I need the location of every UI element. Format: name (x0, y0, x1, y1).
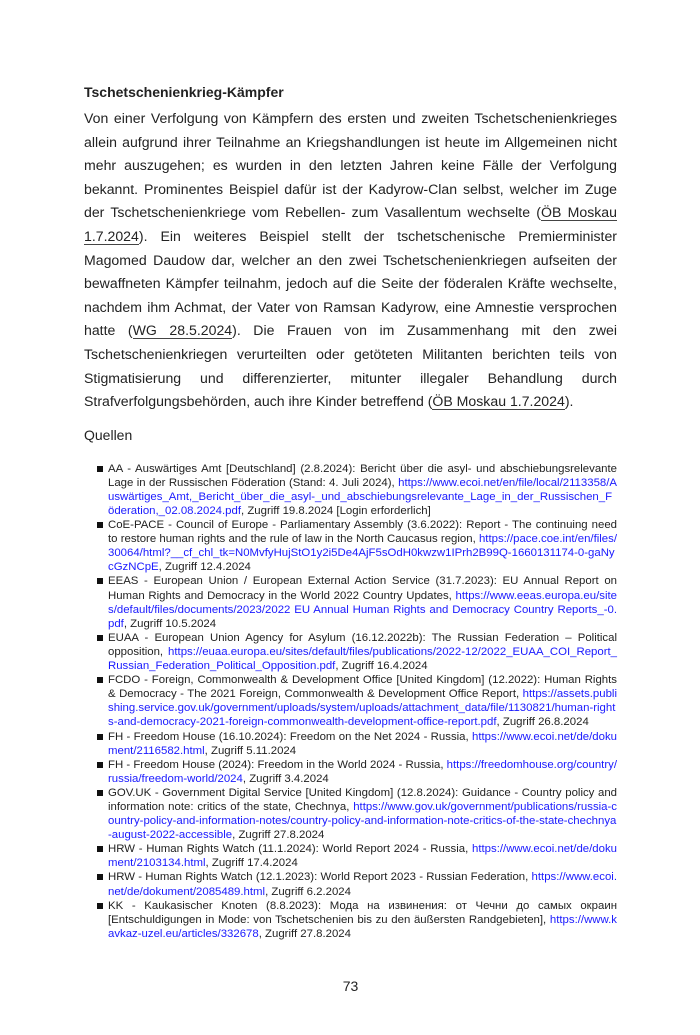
source-text: FCDO - Foreign, Commonwealth & Development Office [United Kingdom] (12.2022): Human Rights & Democracy - The 2021 Foreign, Commonwealth & Development Office Report, (108, 674, 617, 701)
bullet-icon (97, 466, 103, 472)
paragraph-text: ). Ein weiteres Beispiel stellt der tschetschenische Premierminister Magomed Daudow dar, welcher an den zwei Tschetschenienkriegen aufseiten der bewaffneten Kämpfer teilnahm, jedoch auf die Seite der föderalen Kräfte wechselte, nachdem ihm Achmat, der Vater von Ramsan Kadyrow, eine Amnestie versprochen hatte ( (84, 227, 617, 339)
source-access-date: , Zugriff 5.11.2024 (204, 744, 297, 757)
source-item (97, 518, 617, 574)
source-access-date: , Zugriff 10.5.2024 (123, 617, 217, 630)
bullet-icon (97, 522, 103, 528)
page-number: 73 (342, 977, 359, 994)
source-access-date: , Zugriff 19.8.2024 [Login erforderlich] (241, 505, 431, 517)
bullet-icon (97, 874, 103, 880)
source-item (97, 673, 617, 729)
source-link[interactable]: https://freedomhouse.org/country/russia/freedom-world/2024 (108, 758, 617, 785)
source-item (97, 574, 617, 630)
bullet-icon (97, 790, 103, 796)
source-text: HRW - Human Rights Watch (11.1.2024): World Report 2024 - Russia, (108, 843, 472, 856)
source-access-date: , Zugriff 3.4.2024 (242, 772, 329, 785)
source-access-date: , Zugriff 26.8.2024 (496, 716, 589, 729)
bullet-icon (97, 677, 103, 683)
source-item (97, 758, 617, 786)
source-link[interactable]: https://www.eeas.europa.eu/sites/default/files/documents/2023/2022 EU Annual Human Rights and Democracy Country Reports_-0.pdf (108, 589, 617, 630)
source-item (97, 899, 617, 941)
source-access-date: , Zugriff 27.8.2024 (258, 927, 351, 940)
source-access-date: , Zugriff 6.2.2024 (265, 885, 351, 898)
source-item (97, 786, 617, 842)
source-access-date: , Zugriff 12.4.2024 (158, 561, 251, 574)
source-item (97, 870, 617, 898)
source-item (97, 631, 617, 673)
sources-label: Quellen (84, 426, 133, 443)
source-link[interactable]: https://www.ecoi.net/de/dokument/2116582.html (108, 730, 617, 757)
bullet-icon (97, 903, 103, 909)
source-link[interactable]: https://euaa.europa.eu/sites/default/files/publications/2022-12/2022_EUAA_COI_Report_Russian_Federation_Political_Opposition.pdf (108, 645, 617, 673)
bullet-icon (97, 635, 103, 641)
source-text: GOV.UK - Government Digital Service [United Kingdom] (12.8.2024): Guidance - Country policy and information note: critics of the state, Chechnya, (108, 786, 617, 813)
source-item (97, 462, 617, 518)
source-text: EEAS - European Union / European External Action Service (31.7.2023): EU Annual Report on Human Rights and Democracy in the World 2022 Country Updates, (108, 575, 617, 602)
source-link[interactable]: https://pace.coe.int/en/files/30064/html?__cf_chl_tk=N0MvfyHujStO1y2i5De4AjF5sOdH0kwzw1IPrh2B99Q-1660131174-0-gaNycGzNCpE (108, 533, 617, 574)
section-heading: Tschetschenienkrieg-Kämpfer (84, 84, 284, 100)
sources-list (97, 462, 617, 941)
source-text: CoE-PACE - Council of Europe - Parliamentary Assembly (3.6.2022): Report - The continuing need to restore human rights and the rule of law in the North Caucasus region, (108, 519, 617, 546)
source-text: FH - Freedom House (16.10.2024): Freedom on the Net 2024 - Russia, (108, 730, 472, 743)
bullet-icon (97, 734, 103, 740)
paragraph-text: ). Die Frauen von im Zusammenhang mit den zwei Tschetschenienkriegen verurteilten oder getöteten Militanten berichten teils von Stigmatisierung und differenzierter, mitunter illegaler Behandlung durch Strafverfolgungsbehörden, auch ihre Kinder betreffend ( (84, 322, 617, 410)
source-text: AA - Auswärtiges Amt [Deutschland] (2.8.2024): Bericht über die asyl- und abschiebungsrelevante Lage in der Russischen Föderation (Stand: 4. Juli 2024), (108, 462, 617, 489)
source-access-date: , Zugriff 17.4.2024 (205, 857, 298, 870)
source-link[interactable]: https://assets.publishing.service.gov.uk/government/uploads/system/uploads/attachment_data/file/1130821/human-rights-and-democracy-2021-foreign-commonwealth-development-office-report.pdf (108, 688, 617, 729)
source-text: HRW - Human Rights Watch (12.1.2023): World Report 2023 - Russian Federation, (108, 871, 532, 884)
source-text: KK - Kaukasischer Knoten (8.8.2023): Мода на извинения: от Чечни до самых окраин [Entschuldigungen in Mode: von Tschetschenien bis zu den äußersten Randgebieten], (108, 899, 617, 926)
source-item (97, 842, 617, 870)
body-paragraph (84, 107, 617, 414)
source-link[interactable]: https://www.gov.uk/government/publications/russia-country-policy-and-information-notes/country-policy-and-information-note-critics-of-the-state-chechnya-august-2022-accessible (108, 800, 617, 842)
source-text: EUAA - European Union Agency for Asylum (16.12.2022b): The Russian Federation – Political opposition, (108, 631, 617, 658)
source-link[interactable]: https://www.kavkaz-uzel.eu/articles/332678 (108, 913, 617, 940)
source-item (97, 730, 617, 758)
citation-link[interactable]: WG 28.5.2024 (132, 322, 233, 339)
source-link[interactable]: https://www.ecoi.net/de/dokument/2103134.html (108, 843, 617, 870)
bullet-icon (97, 846, 103, 852)
source-access-date: , Zugriff 27.8.2024 (232, 829, 325, 842)
source-access-date: , Zugriff 16.4.2024 (335, 660, 428, 673)
citation-link[interactable]: ÖB Moskau 1.7.2024 (432, 393, 565, 410)
source-text: FH - Freedom House (2024): Freedom in the World 2024 - Russia, (108, 758, 447, 771)
source-link[interactable]: https://www.ecoi.net/de/dokument/2085489.html (108, 871, 617, 898)
paragraph-text: ). (564, 393, 574, 410)
bullet-icon (97, 578, 103, 584)
paragraph-text: Von einer Verfolgung von Kämpfern des ersten und zweiten Tschetschenienkrieges allein aufgrund ihrer Teilnahme an Kriegshandlungen ist heute im Allgemeinen nicht mehr auszugehen; es wurden in den letzten Jahren keine Fälle der Verfolgung bekannt. Prominentes Beispiel dafür ist der Kadyrow-Clan selbst, welcher im Zuge der Tschetschenienkriege vom Rebellen- zum Vasallentum wechselte ( (84, 110, 617, 221)
source-link[interactable]: https://www.ecoi.net/en/file/local/2113358/Auswärtiges_Amt,_Bericht_über_die_asyl-_und_abschiebungsrelevante_Lage_in_der_Russischen_Föderation,_02.08.2024.pdf (108, 476, 617, 517)
bullet-icon (97, 762, 103, 768)
citation-link[interactable]: ÖB Moskau 1.7.2024 (84, 204, 617, 244)
